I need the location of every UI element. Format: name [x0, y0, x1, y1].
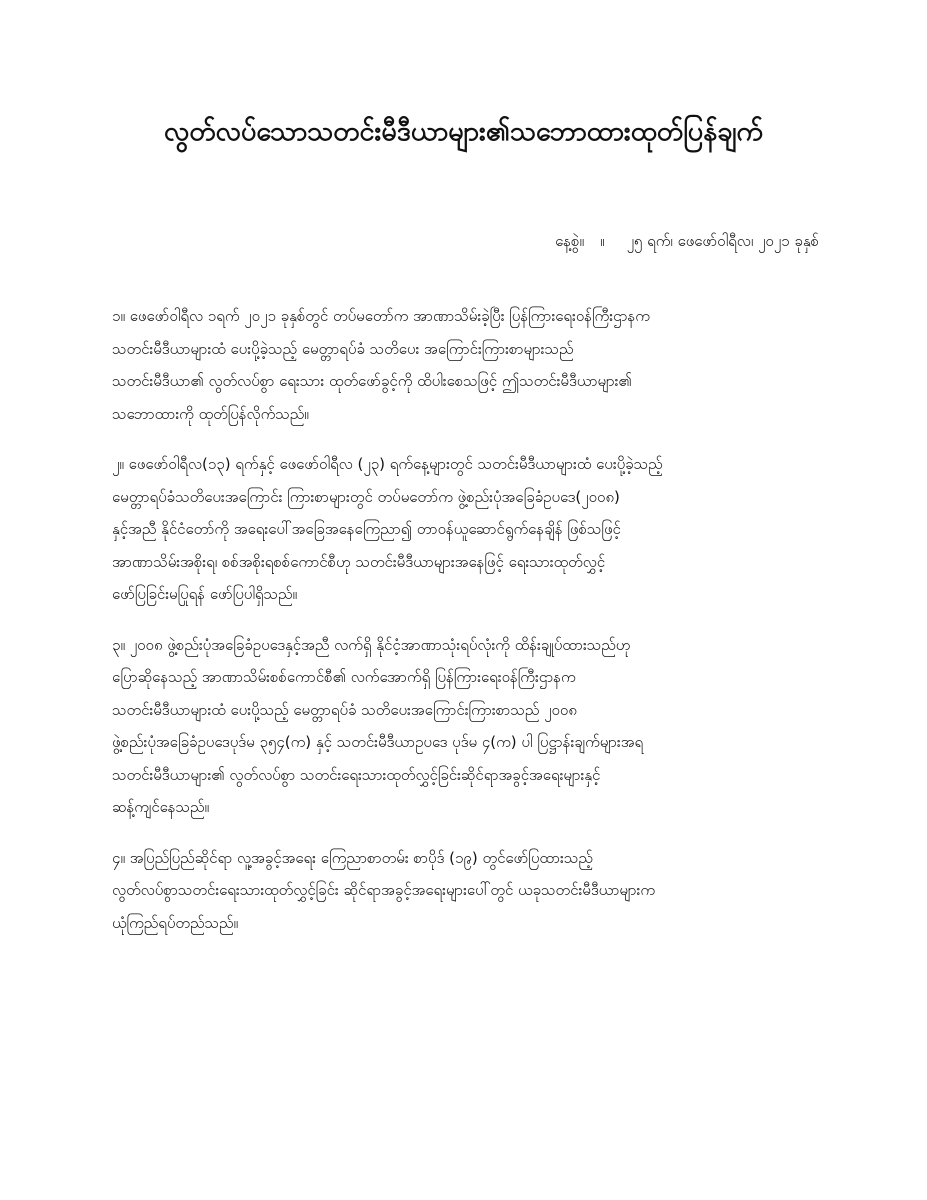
- paragraph-line: ၂။ ဖေဖော်ဝါရီလ(၁၃) ရက်နှင့် ဖေဖော်ဝါရီလ (၂၃) ရက်နေ့များတွင် သတင်းမီဒီယာများထံ ပေးပို့ခဲ့သည့်: [112, 455, 663, 473]
- paragraph-line: ၄။ အပြည်ပြည်ဆိုင်ရာ လူ့အခွင့်အရေး ကြေညာစာတမ်း စာပိုဒ် (၁၉) တွင်ဖော်ပြထားသည့်: [112, 848, 593, 867]
- paragraph-line: ယုံကြည်ရပ်တည်သည်။: [112, 913, 239, 932]
- paragraph-line: ဖွဲ့စည်းပုံအခြေခံဥပဒေပုဒ်မ ၃၅၄(က) နှင့် သတင်းမီဒီယာဥပဒေ ပုဒ်မ ၄(က) ပါ ပြဋ္ဌာန်းချက်များအရ: [112, 733, 644, 751]
- paragraph-line: ၃။ ၂၀၀၈ ဖွဲ့စည်းပုံအခြေခံဥပဒေနှင့်အညီ လက်ရှိ နိုင်ငံ့အာဏာသုံးရပ်လုံးကို ထိန်းချုပ်ထားသည်ဟု: [112, 635, 631, 654]
- date-label: နေ့စွဲ။: [555, 232, 585, 250]
- paragraph-2: [112, 448, 832, 611]
- paragraph-line: ၁။ ဖေဖော်ဝါရီလ ၁ရက် ၂၀၂၁ ခုနှစ်တွင် တပ်မတော်က အာဏာသိမ်းခဲ့ပြီး ပြန်ကြားရေးဝန်ကြီးဌာနက: [112, 307, 650, 325]
- paragraph-line: နှင့်အညီ နိုင်ငံတော်ကို အရေးပေါ်အခြေအနေကြေညာ၍ တာဝန်ယူဆောင်ရွက်နေချိန် ဖြစ်သဖြင့်: [112, 520, 621, 538]
- paragraph-line: အာဏာသိမ်းအစိုးရ၊ စစ်အစိုးရစစ်ကောင်စီဟု သတင်းမီဒီယာများအနေဖြင့် ရေးသားထုတ်လွှင့်: [112, 552, 606, 571]
- paragraph-line: သဘောထားကို ထုတ်ပြန်လိုက်သည်။: [112, 404, 309, 423]
- dateline: [555, 228, 819, 254]
- paragraph-line: ပြောဆိုနေသည့် အာဏာသိမ်းစစ်ကောင်စီ၏ လက်အောက်ရှိ ပြန်ကြားရေးဝန်ကြီးဌာနက: [112, 668, 576, 686]
- paragraph-4: [112, 842, 832, 940]
- paragraph-line: ဖော်ပြခြင်းမပြုရန် ဖော်ပြပါရှိသည်။: [112, 585, 298, 603]
- statement-body: [112, 300, 832, 957]
- paragraph-line: သတင်းမီဒီယာများထံ ပေးပို့သည့် မေတ္တာရပ်ခံ သတိပေးအကြောင်းကြားစာသည် ၂၀၀၈: [112, 700, 577, 719]
- paragraph-line: မေတ္တာရပ်ခံသတိပေးအကြောင်း ကြားစာများတွင် တပ်မတော်က ဖွဲ့စည်းပုံအခြေခံဥပဒေ(၂၀၀၈): [112, 487, 620, 506]
- dateline-separator: ။: [600, 232, 605, 250]
- paragraph-line: သတင်းမီဒီယာ၏ လွတ်လပ်စွာ ရေးသား ထုတ်ဖော်ခွင့်ကို ထိပါးစေသဖြင့် ဤသတင်းမီဒီယာများ၏: [112, 372, 632, 390]
- paragraph-line: ဆန့်ကျင်နေသည်။: [112, 798, 210, 816]
- paragraph-3: [112, 629, 832, 824]
- paragraph-line: သတင်းမီဒီယာများ၏ လွတ်လပ်စွာ သတင်းရေးသားထုတ်လွှင့်ခြင်းဆိုင်ရာအခွင့်အရေးများနှင့်: [112, 765, 601, 784]
- date-value: ၂၅ ရက်၊ ဖေဖော်ဝါရီလ၊ ၂၀၂၁ ခုနှစ်: [626, 232, 819, 250]
- document-title: လွတ်လပ်သောသတင်းမီဒီယာများ၏သဘောထားထုတ်ပြန်ချက်: [164, 116, 763, 147]
- paragraph-line: သတင်းမီဒီယာများထံ ပေးပို့ခဲ့သည့် မေတ္တာရပ်ခံ သတိပေး အကြောင်းကြားစာများသည်: [112, 339, 574, 358]
- paragraph-line: လွတ်လပ်စွာသတင်းရေးသားထုတ်လွှင့်ခြင်း ဆိုင်ရာအခွင့်အရေးများပေါ်တွင် ယခုသတင်းမီဒီယာများက: [112, 881, 656, 899]
- paragraph-1: [112, 300, 832, 430]
